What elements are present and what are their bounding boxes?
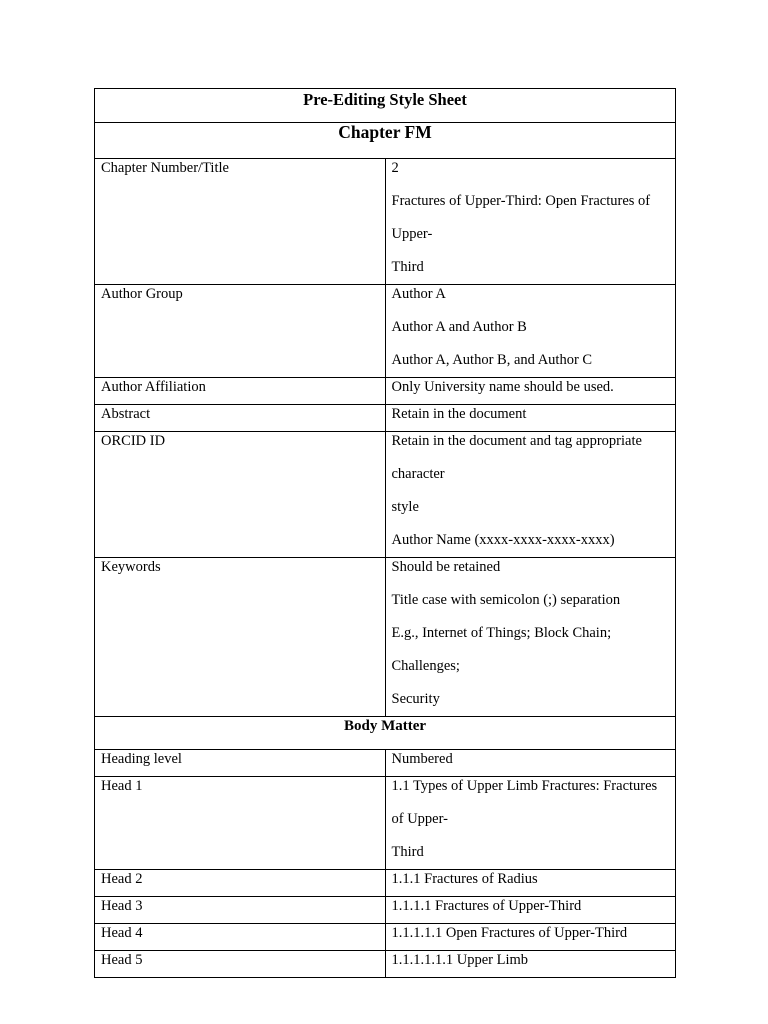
value-line: Author Name (xxxx-xxxx-xxxx-xxxx) (391, 532, 615, 548)
title-row (95, 89, 676, 123)
value-line: Author A and Author B (391, 319, 527, 335)
value-line: Numbered (391, 751, 453, 767)
row-value-cell (385, 159, 676, 285)
value-line: 1.1.1.1.1.1 Upper Limb (391, 952, 529, 968)
value-line: Fractures of Upper-Third: Open Fractures of Upper- (391, 193, 651, 242)
value-line: Author A (391, 286, 446, 302)
row-value-cell (385, 432, 676, 558)
row-value-cell (385, 777, 676, 870)
value-line: 2 (391, 160, 399, 176)
value-line: 1.1.1.1.1 Open Fractures of Upper-Third (391, 925, 628, 941)
row-label: Author Group (101, 286, 183, 302)
value-line: Only University name should be used. (391, 379, 614, 395)
row-label: ORCID ID (101, 433, 166, 449)
value-line: Retain in the document and tag appropriate character (391, 433, 642, 482)
row-value-cell (385, 558, 676, 717)
table-row (95, 558, 676, 717)
value-line: Third (391, 844, 424, 860)
row-label-cell (95, 951, 386, 978)
row-value-cell (385, 285, 676, 378)
row-label: Head 2 (101, 871, 143, 887)
value-line: Security (391, 691, 440, 707)
row-label-cell (95, 777, 386, 870)
value-line: 1.1.1 Fractures of Radius (391, 871, 538, 887)
value-line: style (391, 499, 419, 515)
table-row (95, 285, 676, 378)
table-row (95, 777, 676, 870)
table-row (95, 159, 676, 285)
row-label: Head 1 (101, 778, 143, 794)
row-label: Head 3 (101, 898, 143, 914)
row-label-cell (95, 285, 386, 378)
row-label-cell (95, 558, 386, 717)
value-line: Author A, Author B, and Author C (391, 352, 593, 368)
row-label-cell (95, 159, 386, 285)
row-label: Abstract (101, 406, 151, 422)
sheet-title: Pre-Editing Style Sheet (95, 89, 676, 123)
row-label: Chapter Number/Title (101, 160, 229, 176)
value-line: E.g., Internet of Things; Block Chain; Challenges; (391, 625, 612, 674)
row-label: Head 5 (101, 952, 143, 968)
section-heading-front: Chapter FM (95, 123, 676, 159)
row-label: Author Affiliation (101, 379, 206, 395)
table-row (95, 951, 676, 978)
style-sheet-table (94, 88, 676, 978)
value-line: Third (391, 259, 424, 275)
value-line: Title case with semicolon (;) separation (391, 592, 621, 608)
table-row (95, 432, 676, 558)
section-heading-body: Body Matter (95, 717, 676, 750)
row-label: Heading level (101, 751, 182, 767)
row-label-cell (95, 432, 386, 558)
row-value-cell (385, 951, 676, 978)
row-label: Keywords (101, 559, 161, 575)
row-label: Head 4 (101, 925, 143, 941)
style-sheet-document (94, 88, 676, 978)
value-line: Should be retained (391, 559, 501, 575)
value-line: 1.1 Types of Upper Limb Fractures: Fractures of Upper- (391, 778, 658, 827)
value-line: 1.1.1.1 Fractures of Upper-Third (391, 898, 582, 914)
value-line: Retain in the document (391, 406, 527, 422)
